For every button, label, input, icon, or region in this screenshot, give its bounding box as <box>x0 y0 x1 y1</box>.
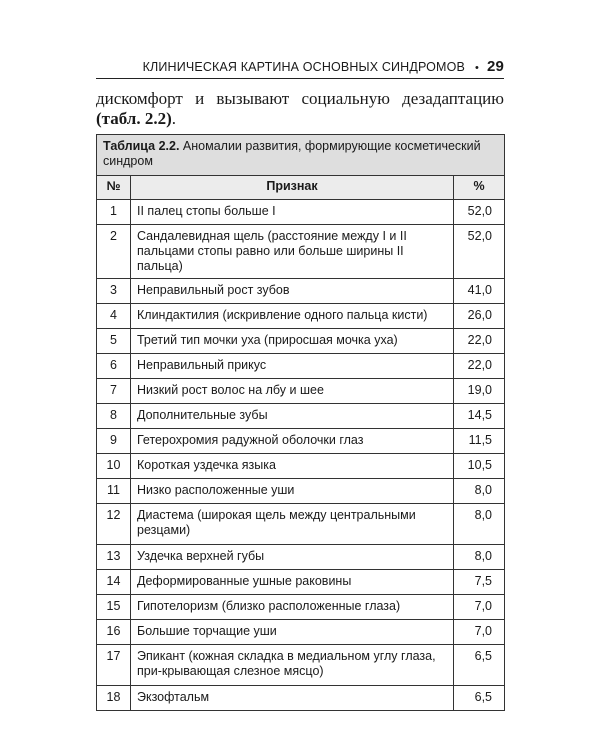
row-sign: Гипотелоризм (близко расположенные глаза) <box>131 595 454 620</box>
row-percent: 7,0 <box>454 620 505 645</box>
table-row <box>97 200 505 225</box>
table-row <box>97 225 505 279</box>
row-percent: 11,5 <box>454 429 505 454</box>
column-header-num: № <box>97 176 131 200</box>
page-number: 29 <box>487 58 504 75</box>
table-row <box>97 329 505 354</box>
intro-word: вызывают <box>216 89 290 108</box>
running-header <box>96 58 504 75</box>
row-percent: 52,0 <box>454 200 505 225</box>
running-title: КЛИНИЧЕСКАЯ КАРТИНА ОСНОВНЫХ СИНДРОМОВ <box>142 60 465 74</box>
row-number: 3 <box>97 279 131 304</box>
row-number: 5 <box>97 329 131 354</box>
row-percent: 10,5 <box>454 454 505 479</box>
table-row <box>97 595 505 620</box>
table-reference: (табл. 2.2) <box>96 109 172 128</box>
row-sign: Третий тип мочки уха (приросшая мочка уха) <box>131 329 454 354</box>
row-percent: 19,0 <box>454 379 505 404</box>
intro-line-2 <box>96 109 504 129</box>
row-sign: Сандалевидная щель (расстояние между I и II пальцами стопы равно или больше ширины II пальца) <box>131 225 454 279</box>
row-percent: 14,5 <box>454 404 505 429</box>
intro-word: дезадаптацию <box>402 89 504 108</box>
row-percent: 7,0 <box>454 595 505 620</box>
row-number: 7 <box>97 379 131 404</box>
row-percent: 26,0 <box>454 304 505 329</box>
row-percent: 22,0 <box>454 354 505 379</box>
caption-text: Аномалии развития, формирующие косметический синдром <box>103 139 481 168</box>
row-percent: 7,5 <box>454 570 505 595</box>
row-number: 1 <box>97 200 131 225</box>
row-percent: 41,0 <box>454 279 505 304</box>
row-number: 8 <box>97 404 131 429</box>
row-sign: Большие торчащие уши <box>131 620 454 645</box>
row-sign: Гетерохромия радужной оболочки глаз <box>131 429 454 454</box>
table-row <box>97 454 505 479</box>
row-sign: Клиндактилия (искривление одного пальца кисти) <box>131 304 454 329</box>
row-percent: 8,0 <box>454 545 505 570</box>
table-row <box>97 304 505 329</box>
table-row <box>97 379 505 404</box>
intro-line-1 <box>96 89 504 109</box>
row-number: 12 <box>97 504 131 545</box>
row-sign: Деформированные ушные раковины <box>131 570 454 595</box>
row-percent: 8,0 <box>454 504 505 545</box>
table-row <box>97 545 505 570</box>
table-row <box>97 645 505 686</box>
anomalies-table <box>96 134 505 711</box>
row-sign: II палец стопы больше I <box>131 200 454 225</box>
row-number: 13 <box>97 545 131 570</box>
row-number: 11 <box>97 479 131 504</box>
row-sign: Диастема (широкая щель между центральными резцами) <box>131 504 454 545</box>
caption-label: Таблица 2.2. <box>103 139 180 153</box>
row-sign: Неправильный рост зубов <box>131 279 454 304</box>
row-percent: 22,0 <box>454 329 505 354</box>
row-percent: 52,0 <box>454 225 505 279</box>
table-row <box>97 620 505 645</box>
row-sign: Дополнительные зубы <box>131 404 454 429</box>
row-percent: 6,5 <box>454 686 505 711</box>
row-sign: Экзофтальм <box>131 686 454 711</box>
row-number: 17 <box>97 645 131 686</box>
table-body <box>97 200 505 711</box>
row-sign: Низко расположенные уши <box>131 479 454 504</box>
table-row <box>97 570 505 595</box>
header-rule <box>96 78 504 79</box>
intro-word: дискомфорт <box>96 89 183 108</box>
row-number: 4 <box>97 304 131 329</box>
table-caption <box>97 135 505 176</box>
row-number: 14 <box>97 570 131 595</box>
row-number: 2 <box>97 225 131 279</box>
header-bullet: • <box>474 62 479 74</box>
row-number: 18 <box>97 686 131 711</box>
row-number: 6 <box>97 354 131 379</box>
column-header-sign: Признак <box>131 176 454 200</box>
row-sign: Короткая уздечка языка <box>131 454 454 479</box>
table-row <box>97 479 505 504</box>
row-number: 16 <box>97 620 131 645</box>
row-number: 15 <box>97 595 131 620</box>
intro-paragraph <box>96 89 504 129</box>
row-percent: 8,0 <box>454 479 505 504</box>
table-row <box>97 354 505 379</box>
table-row <box>97 429 505 454</box>
row-sign: Эпикант (кожная складка в медиальном углу глаза, при-крывающая слезное мясцо) <box>131 645 454 686</box>
row-sign: Уздечка верхней губы <box>131 545 454 570</box>
row-sign: Низкий рост волос на лбу и шее <box>131 379 454 404</box>
row-percent: 6,5 <box>454 645 505 686</box>
table-row <box>97 404 505 429</box>
row-number: 9 <box>97 429 131 454</box>
row-sign: Неправильный прикус <box>131 354 454 379</box>
table-row <box>97 686 505 711</box>
table-row <box>97 279 505 304</box>
table-row <box>97 504 505 545</box>
intro-end: . <box>171 109 176 128</box>
column-header-pct: % <box>454 176 505 200</box>
intro-word: и <box>195 89 205 108</box>
row-number: 10 <box>97 454 131 479</box>
intro-word: социальную <box>301 89 390 108</box>
